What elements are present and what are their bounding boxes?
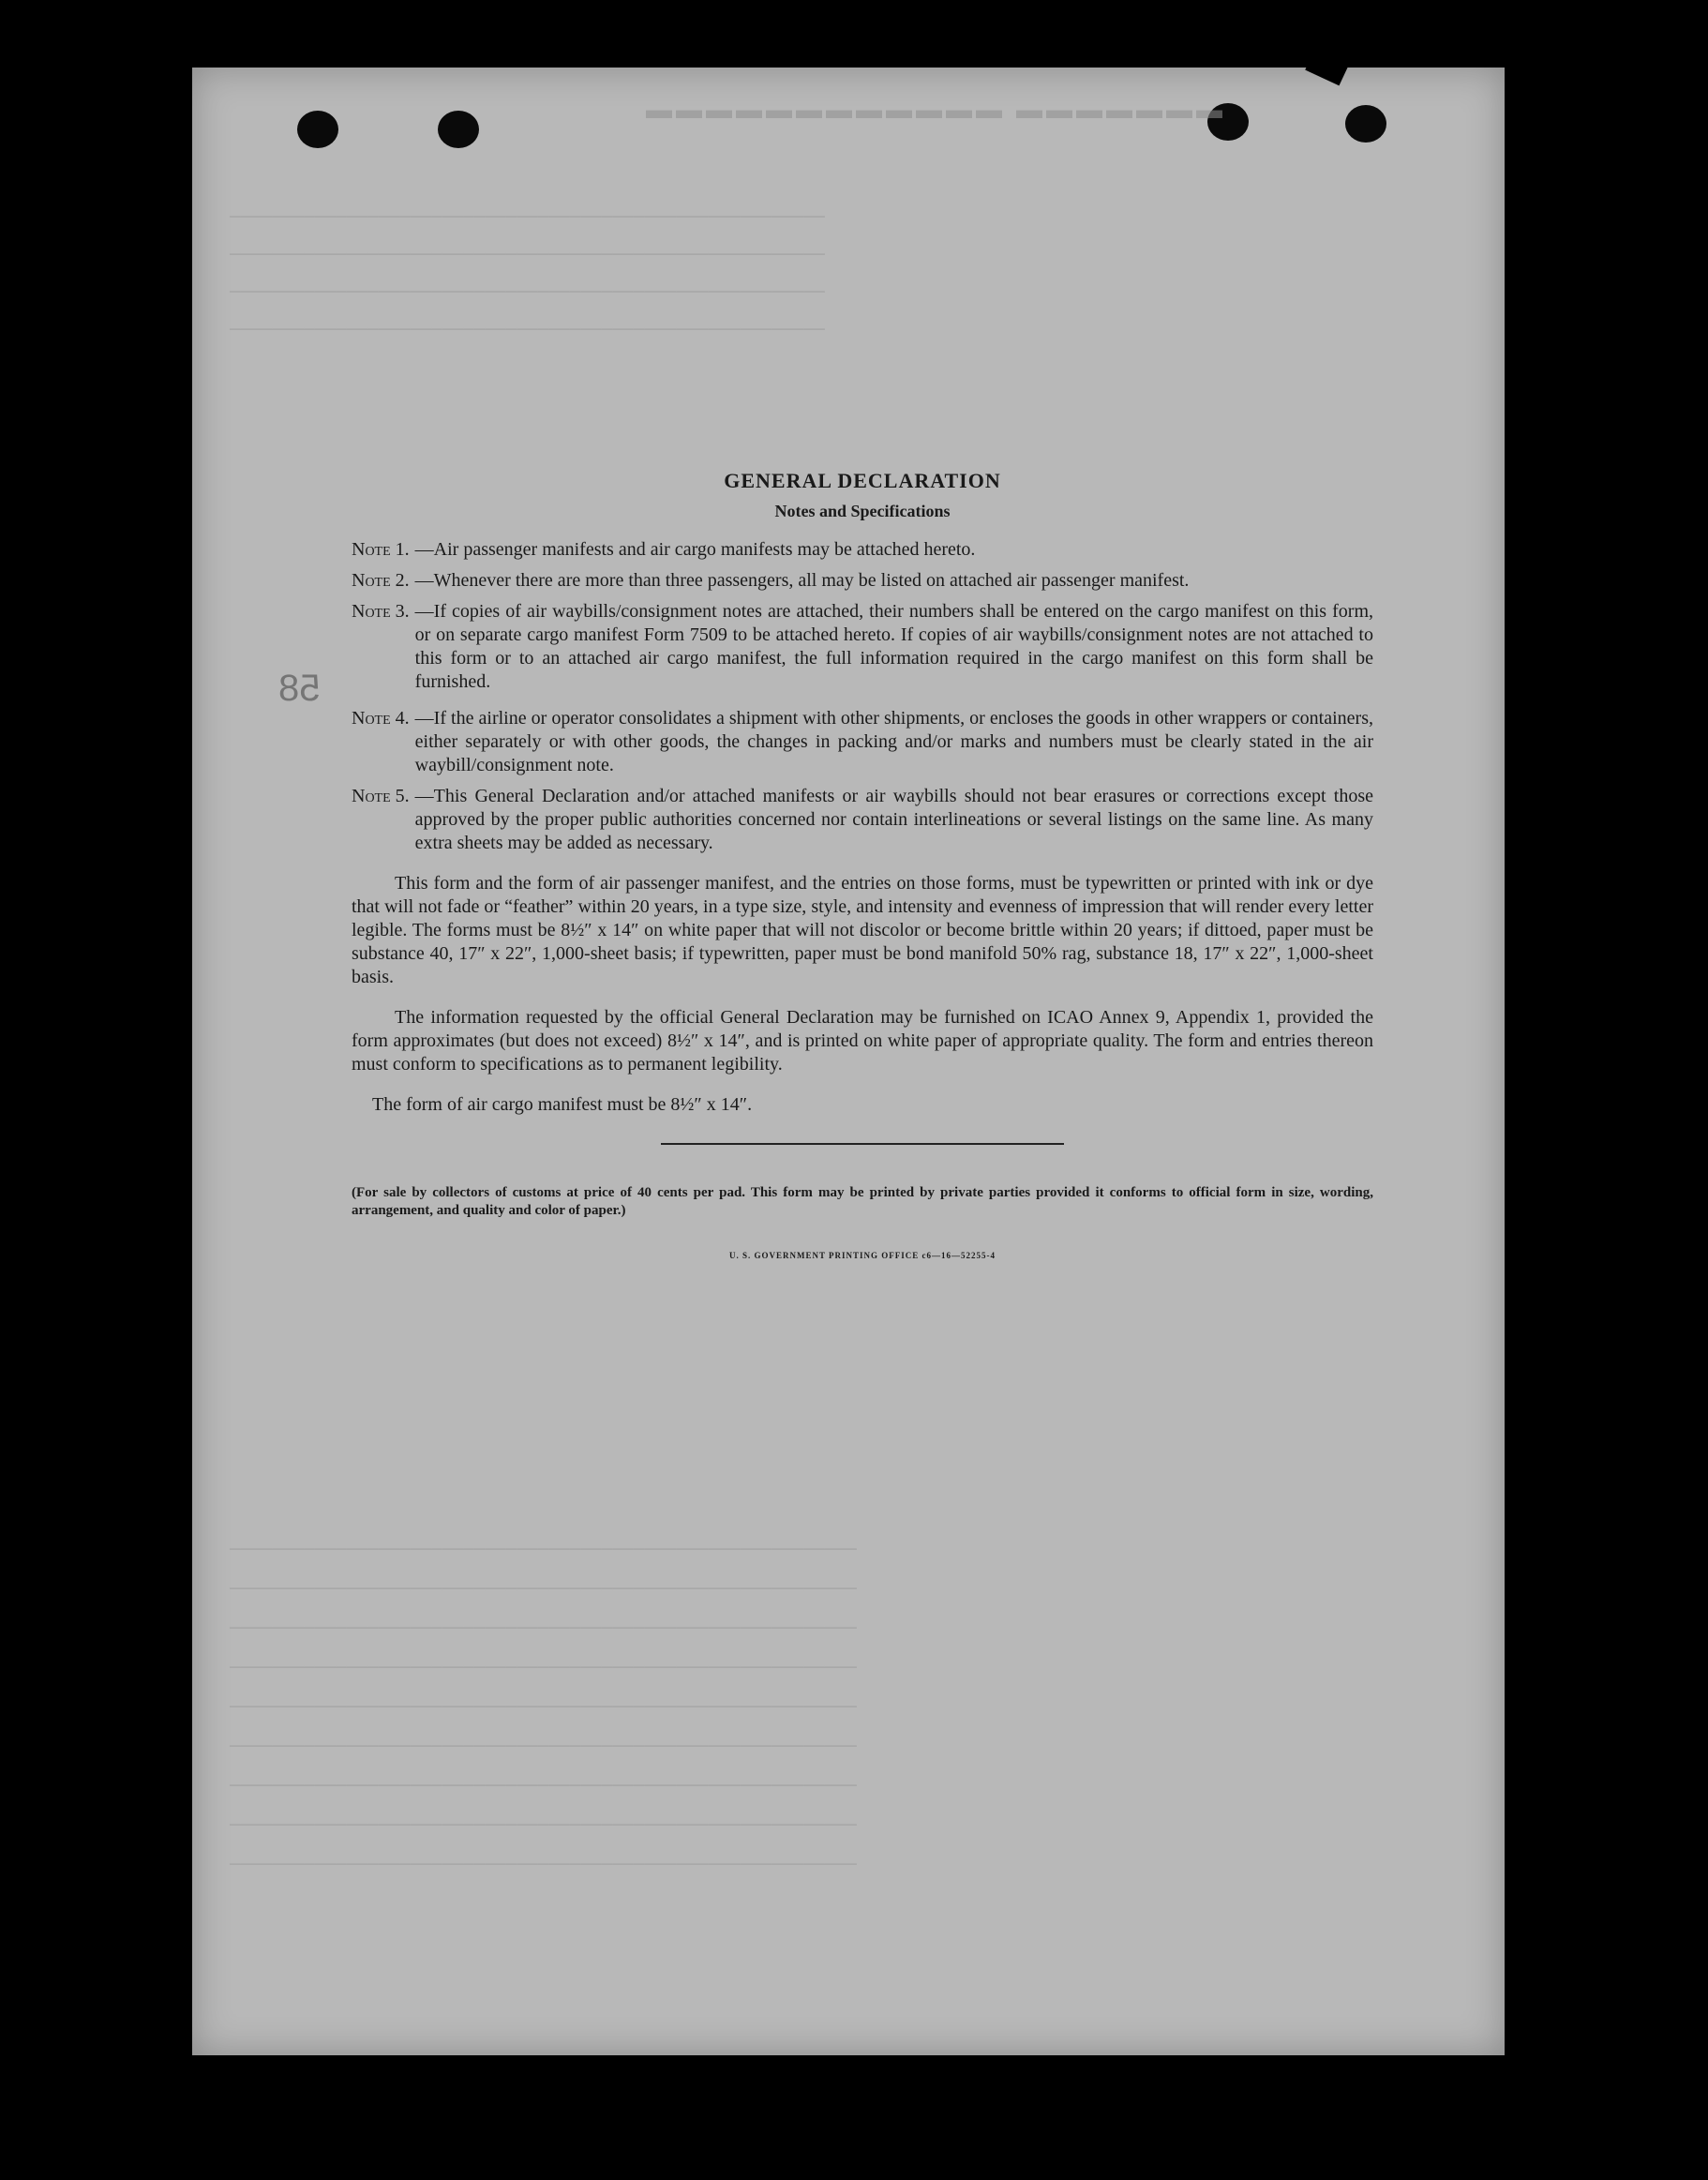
paragraph-cargo-manifest: The form of air cargo manifest must be 8½″ x 14″. [372,1094,753,1115]
note-5 [352,785,1373,855]
document-page [192,68,1505,2055]
page-subtitle: Notes and Specifications [774,502,951,520]
bleed-through-lower: ─────────────────────────────────────────────────────────── ─────────────────────────────────────────────────────────── ─────────────────────────────────────────────────────────── ─────────────────────────────────────────────────────────── ─────────────────────────────────────────────────────────── ─────────────────────────────────────────────────────────── ─────────────────────────────────────────────────────────── ─────────────────────────────────────────────────────────── ─────────────────────────────────────────────────────────── [230,1541,857,1872]
paragraph-icao: The information requested by the official General Declaration may be furnished on ICAO Annex 9, Appendix 1, provided the form approximates (but does not exceed) 8½″ x 14″, and is printed on white paper of appropriate quality. The form and entries thereon must conform to specifications as to permanent legibility. [352,1007,1373,1075]
document-body [352,469,1373,1268]
note-text: —If copies of air waybills/consignment notes are attached, their numbers shall be entered on the cargo manifest on this form, or on separate cargo manifest Form 7509 to be attached hereto. If copies of air waybills/consignment notes are not attached to this form or to an attached air cargo manifest, the full information required in the cargo manifest on this form shall be furnished. [414,601,1373,692]
torn-corner [1305,68,1348,85]
punch-hole-right-2 [1345,105,1386,143]
note-label: Note 2. [352,570,410,591]
bleed-through-text: ▬▬▬▬▬▬▬ ▬▬▬▬▬▬▬▬▬▬▬▬ [642,96,1222,125]
note-text: —Air passenger manifests and air cargo manifests may be attached hereto. [414,539,976,560]
punch-hole-left-2 [438,111,479,148]
note-text: —Whenever there are more than three passengers, all may be listed on attached air passenger manifest. [414,570,1190,591]
sale-note: (For sale by collectors of customs at price of 40 cents per pad. This form may be printed by private parties provided it conforms to official form in size, wording, arrangement, and quality and color of paper.) [352,1185,1373,1218]
note-4 [352,707,1373,777]
note-1 [352,538,1373,562]
note-3 [352,600,1373,694]
note-text: —This General Declaration and/or attached manifests or air waybills should not bear erasures or corrections except those approved by the proper public authorities concerned nor contain interlineations or several listings on the same line. As many extra sheets may be added as necessary. [414,786,1373,853]
note-label: Note 4. [352,708,410,729]
printer-line: U. S. GOVERNMENT PRINTING OFFICE c6—16—52255-4 [728,1251,996,1260]
bleed-through-lines: ──────────────────────────────────────────────────────── ──────────────────────────────────────────────────────── ──────────────────────────────────────────────────────── ──────────────────────────────────────────────────────── [230,209,825,338]
paragraph-form-requirements: This form and the form of air passenger manifest, and the entries on those forms, must be typewritten or printed with ink or dye that will not fade or “feather” within 20 years, in a type size, style, and intensity and evenness of impression that will render every letter legible. The forms must be 8½″ x 14″ on white paper that will not discolor or become brittle within 20 years; if dittoed, paper must be substance 40, 17″ x 22″, 1,000-sheet basis; if typewritten, paper must be bond manifold 50% rag, substance 18, 17″ x 22″, 1,000-sheet basis. [352,873,1373,987]
note-label: Note 1. [352,539,410,560]
note-2 [352,569,1373,593]
note-label: Note 5. [352,786,410,806]
divider [661,1143,1064,1145]
margin-mark: 58 [278,668,321,709]
page-title: GENERAL DECLARATION [724,469,1001,492]
note-label: Note 3. [352,601,410,622]
punch-hole-left-1 [297,111,338,148]
note-text: —If the airline or operator consolidates a shipment with other shipments, or encloses the goods in other wrappers or containers, either separately or with other goods, the changes in packing and/or marks and numbers must be clearly stated in the air waybill/consignment note. [414,708,1373,775]
